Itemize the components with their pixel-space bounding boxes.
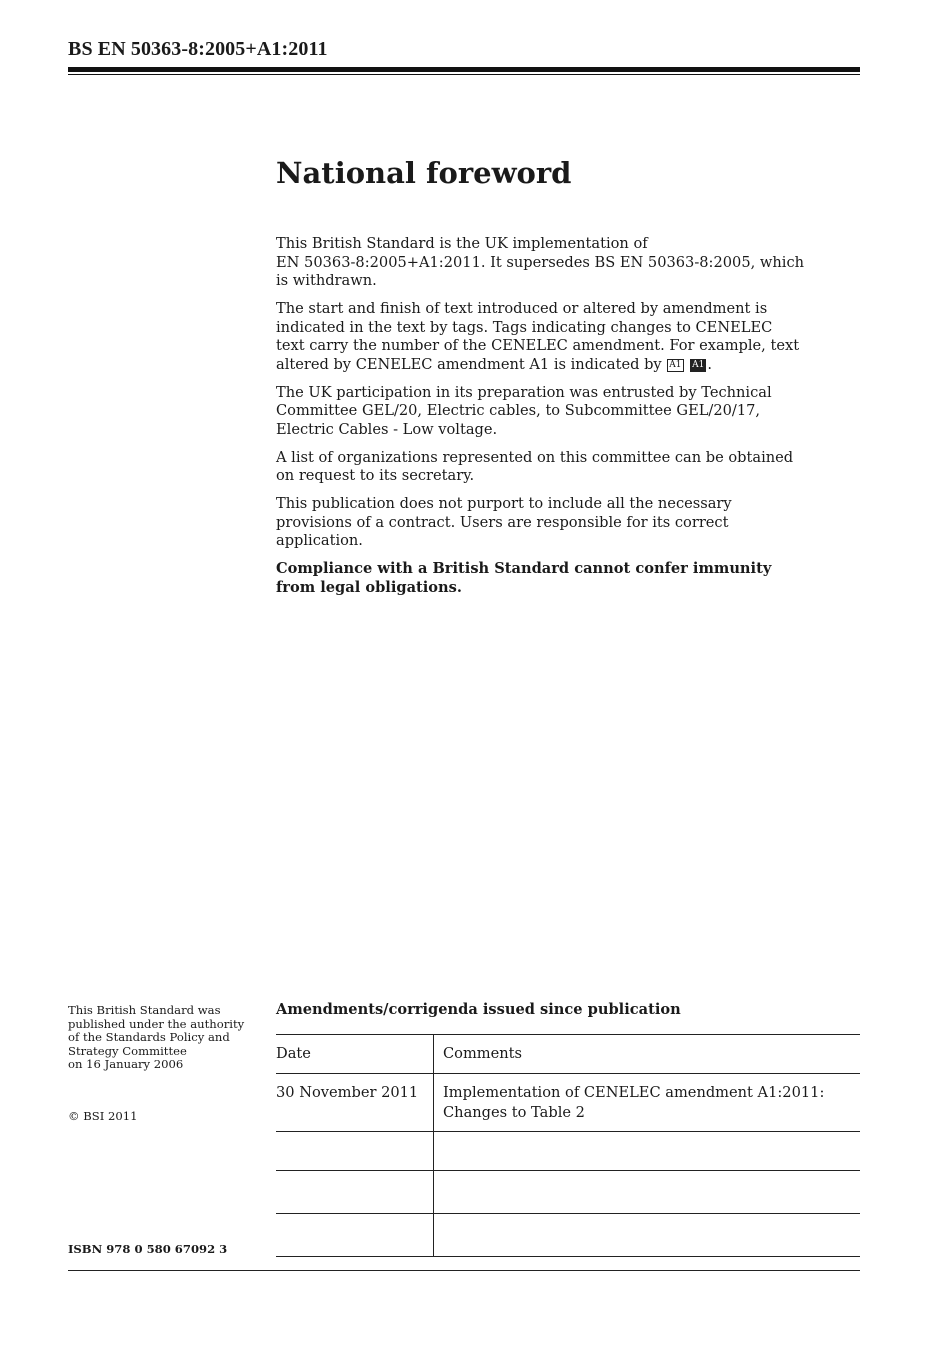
text-line: EN 50363-8:2005+A1:2011. It supersedes BS EN 50363-8:2005, which [276, 253, 805, 271]
text-line: text carry the number of the CENELEC amendment. For example, text [276, 337, 800, 354]
empty-cell [434, 1171, 861, 1214]
text-line: application. [276, 532, 363, 549]
foreword-body [276, 235, 836, 607]
table-header-row [276, 1035, 860, 1074]
paragraph-participation [276, 384, 836, 440]
text-line: The UK participation in its preparation was entrusted by Technical [276, 383, 772, 401]
amendment-end-tag-icon: A1 [692, 359, 705, 370]
amendment-comment [434, 1074, 861, 1132]
text-line: A list of organizations represented on this committee can be obtained [276, 448, 794, 466]
text-line: on 16 January 2006 [68, 1057, 184, 1071]
text-line: Implementation of CENELEC amendment A1:2011: [443, 1084, 825, 1101]
empty-cell [434, 1214, 861, 1257]
paragraph-organizations [276, 449, 836, 486]
text-line: Changes to Table 2 [443, 1104, 585, 1121]
text-line: of the Standards Policy and [68, 1030, 230, 1044]
text-line: from legal obligations. [276, 578, 462, 596]
text-line: Committee GEL/20, Electric cables, to Subcommittee GEL/20/17, [276, 402, 761, 419]
column-header-comments: Comments [434, 1035, 861, 1074]
publication-note [68, 1004, 268, 1072]
page-title: National foreword [276, 156, 572, 190]
paragraph-compliance [276, 560, 836, 597]
header-rule-thin [68, 74, 860, 75]
empty-cell [276, 1171, 434, 1214]
isbn: ISBN 978 0 580 67092 3 [68, 1242, 228, 1256]
table-row [276, 1074, 860, 1132]
amendments-title: Amendments/corrigenda issued since publication [276, 1001, 681, 1018]
text-line: provisions of a contract. Users are responsible for its correct [276, 513, 729, 531]
copyright-notice: © BSI 2011 [68, 1109, 138, 1123]
paragraph-amendment-tags [276, 300, 836, 374]
text-line [276, 356, 836, 375]
text-line: published under the authority [68, 1016, 245, 1031]
text-line: This British Standard is the UK implementation of [276, 235, 648, 252]
header-rule-thick [68, 67, 860, 72]
table-row-empty [276, 1214, 860, 1257]
paragraph-contract [276, 495, 836, 551]
empty-cell [434, 1132, 861, 1171]
empty-cell [276, 1214, 434, 1257]
text-fragment: altered by CENELEC amendment A1 is indicated by [276, 355, 662, 373]
table-row-empty [276, 1132, 860, 1171]
text-line: This British Standard was [68, 1003, 221, 1017]
empty-cell [276, 1132, 434, 1171]
text-line: Compliance with a British Standard cannot confer immunity [276, 560, 772, 577]
amendment-start-tag-icon: A1 [669, 359, 682, 370]
text-line: This publication does not purport to include all the necessary [276, 495, 732, 512]
text-line: Electric Cables - Low voltage. [276, 420, 498, 438]
text-line: indicated in the text by tags. Tags indicating changes to CENELEC [276, 318, 773, 336]
column-header-date: Date [276, 1035, 434, 1074]
paragraph-implementation [276, 235, 836, 291]
text-line: on request to its secretary. [276, 467, 475, 484]
table-row-empty [276, 1171, 860, 1214]
text-line: is withdrawn. [276, 272, 377, 289]
document-id: BS EN 50363-8:2005+A1:2011 [68, 38, 328, 60]
text-line: Strategy Committee [68, 1043, 187, 1058]
text-line: The start and finish of text introduced or altered by amendment is [276, 300, 768, 317]
text-fragment: . [707, 355, 713, 373]
footer-rule [68, 1270, 860, 1271]
amendment-date: 30 November 2011 [276, 1074, 434, 1132]
amendments-table [276, 1034, 860, 1257]
